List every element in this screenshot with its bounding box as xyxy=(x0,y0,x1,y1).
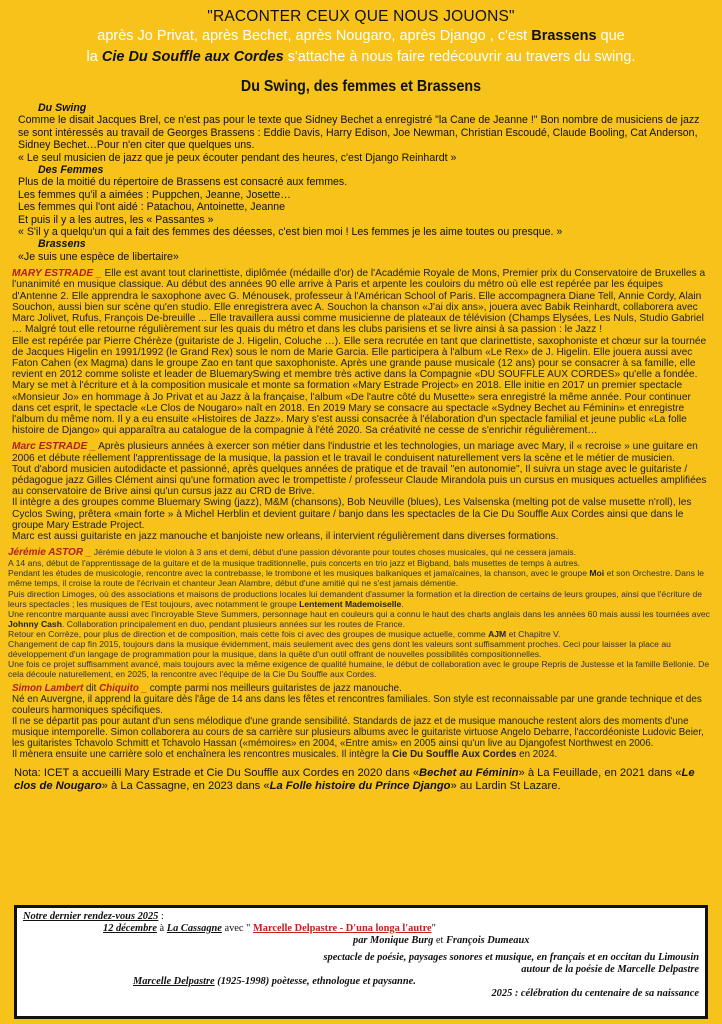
marc-bio-p3: Il intègre a des groupes comme Bluemary Swing (jazz), M&M (chansons), Bob Neuville (blues), Les Valsenska (melting pot de valse musette n'roll), les Cyclos Swing, prêtera «main forte » à Michel Herblin et devient guitare / banjo dans les spectacles de la Cie Du Souffle Aux Cordes ainsi que dans le groupe Mary Estrade Project. xyxy=(12,497,692,531)
intro-line-2-text: après Jo Privat, après Bechet, après Nougaro, après Django , c'est xyxy=(97,28,532,44)
nota-show-nougaro: Le clos de Nougaro xyxy=(14,766,695,793)
marc-bio-p2: Tout d'abord musicien autodidacte et passionné, après quelques années de pratique et de travail "en autonomie", Il suivra un stage avec le guitariste / pédagogue jazz Gilles Clément ainsi qu'une formation avec le trompettiste / professeur Claude Mirandola puis un cursus en musiques actuelles amplifiées au conservatoire de Brive ainsi qu'un cursus jazz au CRD de Brive. xyxy=(12,463,707,498)
next-event-box xyxy=(14,905,708,1019)
femmes-line-2: Les femmes qu'il a aimées : Puppchen, Jeanne, Josette… xyxy=(18,188,291,201)
jeremie-bio-p1: Jérémie débute le violon à 3 ans et demi, début d'une passion dévorante pour toutes choses musicales, qui ne cessera jamais. xyxy=(91,547,576,558)
nota-text-4: » au Lardin St Lazare. xyxy=(450,780,561,793)
jeremie-bio-p8 xyxy=(8,659,714,679)
simon-bio-p2: Né en Auvergne, il apprend la guitare dès l'âge de 14 ans dans les fêtes et rencontres familiales. Son style est reconnaissable par une grande technique et des couleurs harmoniques spécifiques. xyxy=(12,694,702,717)
event-artist-2: François Dumeaux xyxy=(445,934,530,946)
intro-brassens: Brassens xyxy=(531,28,597,44)
event-description-2: autour de la poésie de Marcelle Delpastre xyxy=(521,964,699,976)
mary-bio xyxy=(0,268,722,436)
event-poet-dates: (1925-1998) poètesse, ethnologue et paysanne. xyxy=(214,975,416,987)
marc-name: Marc ESTRADE _ xyxy=(12,441,96,453)
jeremie-name: Jérémie ASTOR _ xyxy=(8,547,92,559)
mary-bio-p2: Elle est repérée par Pierre Chérèze (guitariste de J. Higelin, Coluche …). Elle sera recrutée en tant que clarinettiste, saxophoniste et chœur sur la tournée de Jacques Higelin en 1991/1992 (le Grand Rex) sous le nom de Marie Garcia. Elle participera à l'album «Le Rex» de J. Higelin. Elle jouera aussi avec Faton Cahen (ex Magma) dans le groupe Zao en tant que saxophoniste. Après une grande pause musicale (12 ans) pour se consacrer à sa famille, elle revient en 2012 comme soliste et leader de BluemarySwing et membre très active dans la Compagnie «DU SOUFFLE AUX CORDES» qu'elle a fondée. Mary se met à l'écriture et à la composition musicale et monte sa formation «Mary Estrade Project» en 2018. Elle initie en 2017 un premier spectacle «Monsieur Jo» en hommage à Jo Privat et au Jazz à la française, l'album «De l'autre côté du Musette» sera enregistré la même année. Pour continuer dans cet esprit, le spectacle «Le Clos de Nougaro» naît en 2018. En 2019 Mary se consacre au spectacle «Sydney Bechet au Féminin» et enregistre l'album du même nom. Il y a eu ensuite «Histoires de Jazz». Mary s'est aussi consacrée à l'élaboration d'un spectacle familial et jeune public «La folle histoire de Django» qui apparaîtra au catalogue de la compagnie à l'été 2020. Sa créativité ne cesse de s'enrichir régulièrement… xyxy=(12,335,707,437)
femmes-quote: « S'il y a quelqu'un qui a fait des femmes des déesses, c'est bien moi ! Les femmes je les aime toutes ou presque. » xyxy=(18,226,563,239)
jeremie-p3-group: Moi xyxy=(589,568,605,579)
simon-bio xyxy=(0,684,722,760)
jeremie-bio-p6 xyxy=(8,629,714,639)
event-date: 12 décembre xyxy=(103,922,157,934)
next-event-title: Notre dernier rendez-vous 2025 xyxy=(23,911,159,922)
marc-bio-p1: Après plusieurs années à exercer son métier dans l'industrie et les technologies, un mariage avec Mary, il « recroise » une guitare en 2006 et débute réellement l'apprentissage de la musique, la passion et le travail le conduisent naturellement vers la scène et le métier de musicien. xyxy=(12,441,698,464)
femmes-line-4: Et puis il y a les autres, les « Passantes » xyxy=(18,213,214,226)
jeremie-p5-text: Une rencontre marquante aussi avec l'incroyable Steve Summers, personnage haut en couleurs qui a connu le haut des charts anglais dans les années 60 mais aussi les tournées avec xyxy=(8,608,710,619)
nota-text-2: » à La Feuillade, en 2021 dans « xyxy=(518,766,682,779)
jeremie-p3-text: Pendant les études de musicologie, rencontre avec la contrebasse, le trombone et les musiques balkaniques et jamaïcaines, la chanson, avec le groupe xyxy=(8,568,590,579)
intro-line-3-text: s'attache à nous faire redécouvrir au travers du swing. xyxy=(283,49,636,65)
simon-p4-company: Cie Du Souffle Aux Cordes xyxy=(392,748,517,760)
jeremie-p4-end: . xyxy=(401,598,404,609)
celebration-year: 2025 xyxy=(491,987,513,999)
mary-bio-p1: Elle est avant tout clarinettiste, diplômée (médaille d'or) de l'Académie Royale de Mons, Premier prix du Conservatoire de Bruxelles a l'unanimité en musique classique. Au début des années 90 elle arrive à Paris et arpente les couloirs du métro où elle est repérée par les équipes d'Antenne 2. Elle apprendra le saxophone avec G. Ménousek, professeur à l'Américan School of Paris. Elle accompagnera Diane Tell, Annie Cordy, Alain Souchon, aussi bien sur scène qu'en studio. Elle enregistrera avec A. Souchon la chanson «J'ai dix ans», jouera avec Babik Reinhardt, collaborera avec Marc Jolivet, Rufus, François De-breuille ... Elle travaillera aussi comme musicienne de plateaux de télévision (Champs Elysées, Les Nuls, Studio Gabriel … Malgré tout elle retourne régulièrement sur les quais du métro et dans les clubs parisiens et se livre ainsi à sa passion : le Jazz ! xyxy=(12,268,706,336)
jeremie-bio-p2: A 14 ans, début de l'apprentissage de la guitare et de la musique traditionnelle, puis concerts en trio jazz et Bigband, bals musettes de temps à autres. xyxy=(8,558,581,569)
event-by: par xyxy=(353,934,371,946)
intro-company-name: Cie Du Souffle aux Cordes xyxy=(101,49,284,65)
simon-bio-p1: compte parmi nos meilleurs guitaristes de jazz manouche. xyxy=(147,683,402,695)
nota-show-bechet: Bechet au Féminin xyxy=(419,766,519,779)
intro-headline: "RACONTER CEUX QUE NOUS JOUONS" xyxy=(207,8,515,25)
simon-bio-p3: Il ne se départit pas pour autant d'un sens mélodique d'une grande sensibilité. Standards de jazz et de musique manouche restent alors des moments d'une musique intemporelle. Simon collaborera au cours de sa carrière sur plusieurs albums avec le guitariste virtuose Angelo Debarre, l'accordéoniste Ludovic Beier, les guitaristes Tchavolo Schmitt et Tchavolo Hassan («mémoires» en 2004, «Entre amis» en 2005 ainsi qu'un live au Djangofest Northwest en 2006. xyxy=(12,716,704,749)
event-show-title: Marcelle Delpastre - D'una longa l'autre xyxy=(252,922,432,934)
jeremie-p8-end: . xyxy=(374,669,377,680)
event-at: à xyxy=(156,922,167,934)
nota-text-1: Nota: ICET a accueilli Mary Estrade et Cie Du Souffle aux Cordes en 2020 dans « xyxy=(14,766,420,779)
jeremie-p3-end: et son Orchestre. Dans le même temps, il croise la route de l'écrivain et chanteur Jean Alambre, début d'une amitié qui ne s'est jamais démentie. xyxy=(8,568,705,589)
intro-line-3 xyxy=(0,47,722,68)
event-poet: Marcelle Delpastre xyxy=(133,975,215,987)
jeremie-p6-text: Retour en Corrèze, pour plus de direction et de composition, mais cette fois ci avec des groupes de musique actuelle, comme xyxy=(8,628,489,639)
femmes-heading: Des Femmes xyxy=(38,164,104,177)
intro xyxy=(0,0,722,68)
intro-line-3-start: la xyxy=(86,49,102,65)
event-artist-1: Monique Burg xyxy=(370,934,434,946)
intro-line-2-end: que xyxy=(596,28,625,44)
femmes-line-3: Les femmes qui l'ont aidé : Patachou, Antoinette, Jeanne xyxy=(18,201,286,214)
simon-p4-end: en 2024. xyxy=(516,748,558,760)
nota-text-3: » à La Cassagne, en 2023 dans « xyxy=(101,780,270,793)
jeremie-bio xyxy=(0,547,722,679)
nota-show-django: La Folle histoire du Prince Django xyxy=(269,780,451,793)
jeremie-bio-p4 xyxy=(8,589,714,609)
simon-bio-p4 xyxy=(12,750,710,761)
jeremie-bio-p5 xyxy=(8,609,714,629)
jeremie-p6-end: et Chapitre V. xyxy=(506,628,561,639)
jeremie-p5-end: . Collaboration principalement en duo, pendant plusieurs années sur les routes de France. xyxy=(61,618,405,629)
brassens-quote: «Je suis une espèce de libertaire» xyxy=(18,250,179,263)
event-description: spectacle de poésie, paysages sonores et musique, en français et en occitan du Limousin xyxy=(323,952,699,964)
intro-line-2 xyxy=(0,26,722,47)
brassens-heading: Brassens xyxy=(38,238,86,251)
jeremie-p6-group: AJM xyxy=(488,628,507,639)
simon-p4-text: Il mènera ensuite une carrière solo et enchaînera les rencontres musicales. Il intègre la xyxy=(12,748,393,760)
mary-name: MARY ESTRADE _ xyxy=(12,268,102,280)
event-and: et xyxy=(433,934,446,946)
jeremie-bio-p7: Changement de cap fin 2015, toujours dans la musique évidemment, mais seulement avec des gens dont les valeurs sont suffisamment proches. Ceci pour laisser la place au développement d'un langage de programmation pour la musique, dans la quête d'un outil offrant de nouvelles possibilités compositionnelles. xyxy=(8,639,671,660)
celebration-text: : célébration du centenaire de sa naissance xyxy=(512,987,699,999)
swing-paragraph: Comme le disait Jacques Brel, ce n'est pas pour le texte que Sidney Bechet a enregistré "la Cane de Jeanne !" Bon nombre de musiciens de jazz se sont intéressés au travail de Georges Brassens : Eddie Davis, Harry Edison, Joe Newman, Christian Escoudé, Claude Booling, Cat Anderson, Sidney Bechet…Pour n'en citer que quelques uns. xyxy=(18,114,700,152)
nota-section xyxy=(0,767,722,794)
simon-dit: dit xyxy=(83,683,100,695)
jeremie-p4-text: Puis direction Limoges, où des associations et maisons de productions locales lui demandent d'assumer la formation et la direction de certains de leurs groupes, ainsi que l'écriture de leurs spectacles ; les musiques de l'Est toujours, avec notamment le groupe xyxy=(8,588,703,609)
event-with: avec " xyxy=(221,922,253,934)
swing-quote: « Le seul musicien de jazz que je peux écouter pendant des heures, c'est Django Reinhardt » xyxy=(18,151,457,164)
next-event-colon: : xyxy=(158,911,164,922)
page-title: Du Swing, des femmes et Brassens xyxy=(240,78,482,95)
event-place: La Cassagne xyxy=(166,922,222,934)
marc-bio xyxy=(0,441,722,542)
simon-name: Simon Lambert xyxy=(12,683,84,695)
swing-heading: Du Swing xyxy=(38,102,87,114)
marc-bio-p4: Marc est aussi guitariste en jazz manouche et banjoiste new orleans, il intervient régulièrement dans diverses formations. xyxy=(12,530,559,542)
theme-section xyxy=(0,102,722,263)
simon-alias: Chiquito _ xyxy=(99,683,147,695)
femmes-line-1: Plus de la moitié du répertoire de Brassens est consacré aux femmes. xyxy=(18,176,348,189)
event-quote-end: " xyxy=(431,922,436,934)
jeremie-p4-group: Lentement Mademoiselle xyxy=(299,598,402,609)
jeremie-bio-p3 xyxy=(8,568,714,588)
jeremie-p8-text: Une fois ce projet suffisamment avancé, mais toujours avec la même exigence de qualité humaine, le début de collaboration avec le groupe Repris de Justesse et la famille Bellonie. De cela découle naturellement, en 2025, la rencontre avec l'équipe de la Cie Du Souffle aux Cordes xyxy=(8,659,710,680)
jeremie-p5-artist: Johnny Cash xyxy=(8,618,62,629)
